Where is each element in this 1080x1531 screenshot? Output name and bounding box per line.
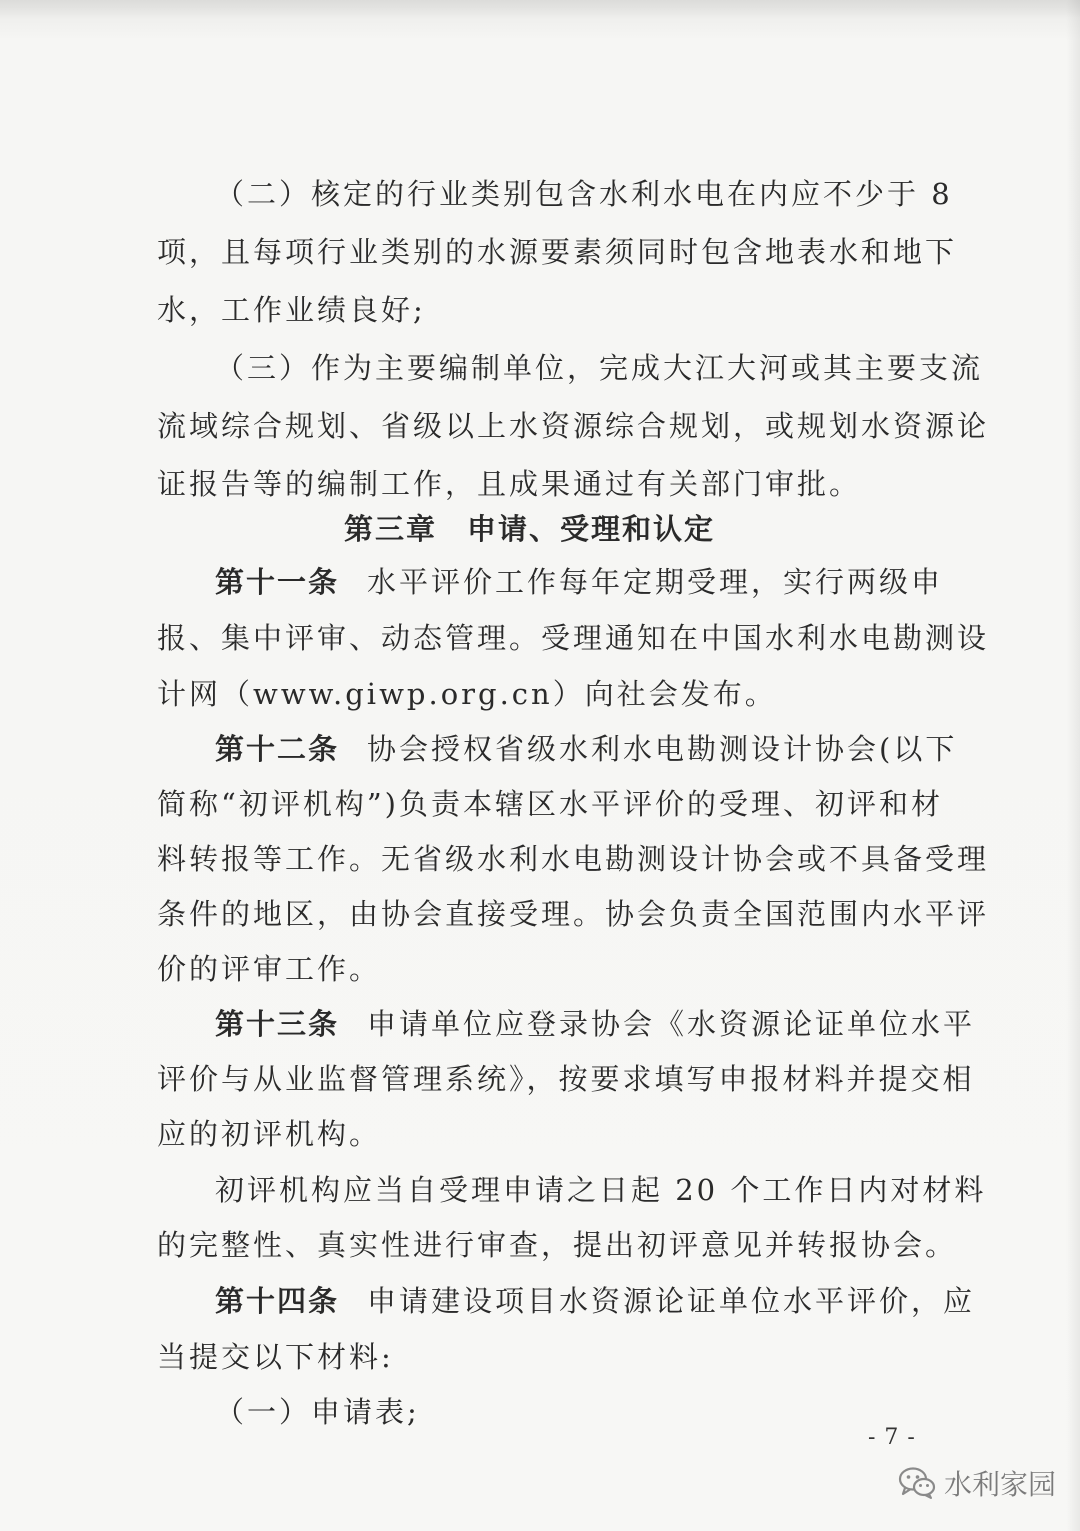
article-label: 第十一条 [215,565,340,599]
text-line: 的完整性、真实性进行审查，提出初评意见并转报协会。 [157,1228,958,1262]
article-label: 第十三条 [215,1007,340,1041]
wechat-icon [898,1466,936,1500]
article-label: 第十二条 [215,732,340,766]
text-line: 项，且每项行业类别的水源要素须同时包含地表水和地下 [157,235,958,269]
article-12-line-1 [157,720,958,778]
text-line: 计网（www.giwp.org.cn）向社会发布。 [157,677,777,711]
chapter-heading [157,500,902,558]
scan-shadow-right [1066,0,1080,1531]
article-13-line-1 [157,995,976,1053]
watermark-text: 水利家园 [944,1468,1057,1501]
text-line: 水，工作业绩良好; [157,293,426,327]
text-line: 评价与从业监督管理系统》，按要求填写申报材料并提交相 [157,1062,975,1096]
text-line: 当提交以下材料: [157,1340,394,1374]
article-text: 协会授权省级水利水电勘测设计协会(以下 [367,732,958,766]
text-line: 简称“初评机构”)负责本辖区水平评价的受理、初评和材 [157,787,943,821]
text-line: 条件的地区，由协会直接受理。协会负责全国范围内水平评 [157,897,990,931]
text-line: 流域综合规划、省级以上水资源综合规划，或规划水资源论 [157,409,990,443]
text-line: 报、集中评审、动态管理。受理通知在中国水利水电勘测设 [157,621,990,655]
text-line: 价的评审工作。 [157,952,382,986]
scan-shadow-top [0,0,1080,18]
chapter-title: 申请、受理和认定 [467,512,716,546]
text-line: （三）作为主要编制单位，完成大江大河或其主要支流 [215,351,984,385]
article-11-line-1 [157,553,944,611]
text-line: 应的初评机构。 [157,1117,382,1151]
list-item: （一）申请表; [215,1395,420,1429]
page-number: - 7 - [868,1425,916,1450]
article-label: 第十四条 [215,1284,340,1318]
watermark [898,1461,1056,1505]
article-text: 水平评价工作每年定期受理，实行两级申 [367,565,944,599]
text-line: 料转报等工作。无省级水利水电勘测设计协会或不具备受理 [157,842,990,876]
chapter-number: 第三章 [343,512,437,546]
article-text: 申请单位应登录协会《水资源论证单位水平 [367,1007,976,1041]
text-line: 初评机构应当自受理申请之日起 20 个工作日内对材料 [215,1173,987,1207]
text-line: （二）核定的行业类别包含水利水电在内应不少于 8 [215,177,953,211]
article-text: 申请建设项目水资源论证单位水平评价，应 [367,1284,976,1318]
text-line: 证报告等的编制工作，且成果通过有关部门审批。 [157,467,862,501]
article-14-line-1 [157,1272,976,1330]
